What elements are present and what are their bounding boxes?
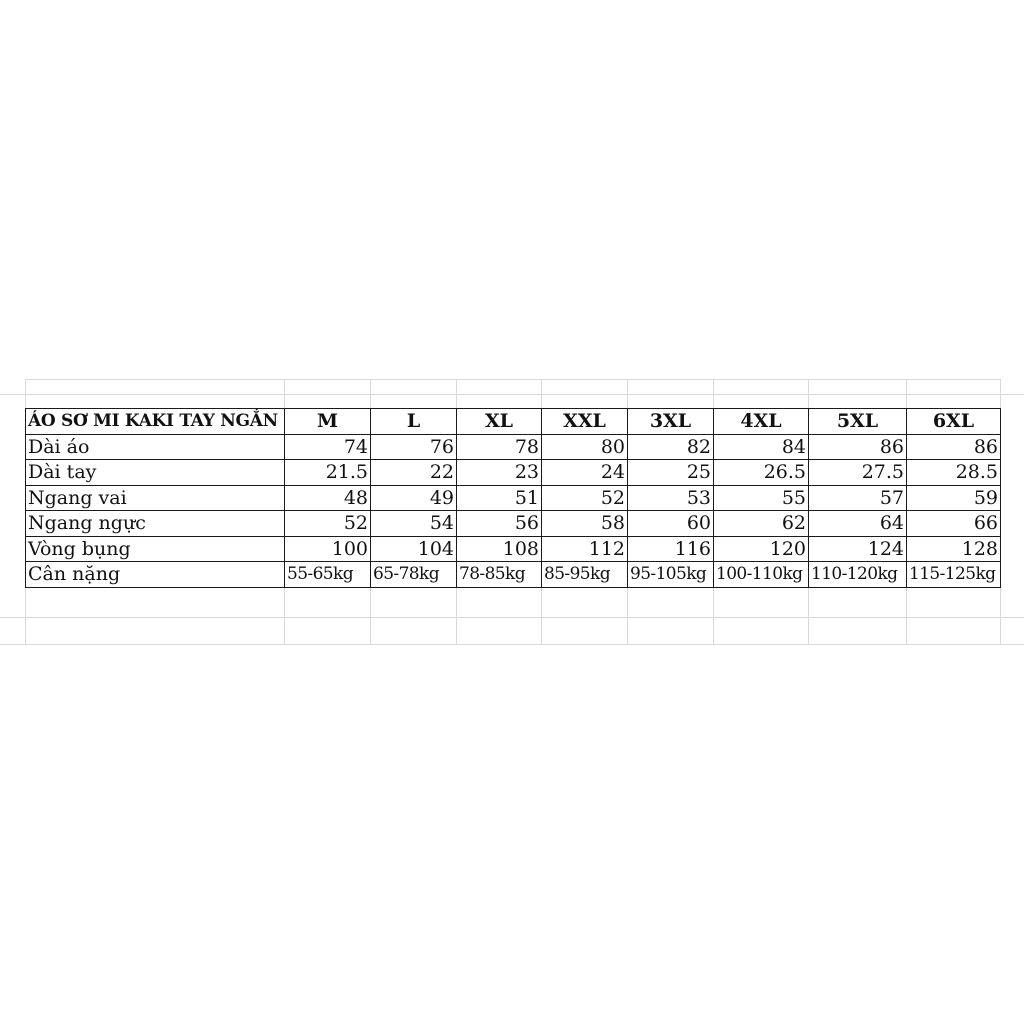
table-cell[interactable]: 84 [714, 434, 809, 460]
table-header-row [26, 409, 1001, 435]
table-cell[interactable]: 100 [285, 536, 371, 562]
table-cell[interactable]: 108 [457, 536, 542, 562]
size-header-m[interactable]: M [285, 409, 371, 435]
size-header-4xl[interactable]: 4XL [714, 409, 809, 435]
table-cell[interactable]: 48 [285, 485, 371, 511]
table-cell[interactable]: 120 [714, 536, 809, 562]
table-cell[interactable]: 55-65kg [285, 562, 371, 588]
table-cell[interactable]: 82 [628, 434, 714, 460]
table-cell[interactable]: 78-85kg [457, 562, 542, 588]
table-cell[interactable]: 58 [542, 511, 628, 537]
size-header-5xl[interactable]: 5XL [809, 409, 907, 435]
table-cell[interactable]: 128 [907, 536, 1001, 562]
table-cell[interactable]: 104 [371, 536, 457, 562]
size-header-6xl[interactable]: 6XL [907, 409, 1001, 435]
table-cell[interactable]: 51 [457, 485, 542, 511]
table-cell[interactable]: 74 [285, 434, 371, 460]
table-cell[interactable]: 86 [907, 434, 1001, 460]
table-cell[interactable]: 57 [809, 485, 907, 511]
table-cell[interactable]: 62 [714, 511, 809, 537]
size-chart-table [25, 408, 1001, 588]
table-cell[interactable]: 116 [628, 536, 714, 562]
table-cell[interactable]: 28.5 [907, 460, 1001, 486]
size-header-xxl[interactable]: XXL [542, 409, 628, 435]
table-cell[interactable]: 55 [714, 485, 809, 511]
table-cell[interactable]: 85-95kg [542, 562, 628, 588]
table-cell[interactable]: 112 [542, 536, 628, 562]
gridline [0, 644, 1024, 645]
row-label[interactable]: Ngang ngực [26, 511, 285, 537]
table-cell[interactable]: 65-78kg [371, 562, 457, 588]
table-cell[interactable]: 95-105kg [628, 562, 714, 588]
table-cell[interactable]: 25 [628, 460, 714, 486]
table-cell[interactable]: 124 [809, 536, 907, 562]
table-cell[interactable]: 56 [457, 511, 542, 537]
gridline [0, 617, 1024, 618]
row-label[interactable]: Vòng bụng [26, 536, 285, 562]
table-cell[interactable]: 26.5 [714, 460, 809, 486]
row-label[interactable]: Dài áo [26, 434, 285, 460]
table-cell[interactable]: 60 [628, 511, 714, 537]
table-title[interactable]: ÁO SƠ MI KAKI TAY NGẮN [26, 409, 285, 435]
table-cell[interactable]: 53 [628, 485, 714, 511]
table-cell[interactable]: 115-125kg [907, 562, 1001, 588]
table-cell[interactable]: 52 [542, 485, 628, 511]
table-row [26, 562, 1001, 588]
size-header-3xl[interactable]: 3XL [628, 409, 714, 435]
row-label[interactable]: Dài tay [26, 460, 285, 486]
table-cell[interactable]: 66 [907, 511, 1001, 537]
table-row [26, 485, 1001, 511]
table-cell[interactable]: 22 [371, 460, 457, 486]
table-cell[interactable]: 110-120kg [809, 562, 907, 588]
table-cell[interactable]: 100-110kg [714, 562, 809, 588]
table-cell[interactable]: 59 [907, 485, 1001, 511]
row-label[interactable]: Ngang vai [26, 485, 285, 511]
table-cell[interactable]: 78 [457, 434, 542, 460]
table-cell[interactable]: 21.5 [285, 460, 371, 486]
table-row [26, 511, 1001, 537]
gridline [0, 394, 1024, 395]
table-cell[interactable]: 76 [371, 434, 457, 460]
table-cell[interactable]: 24 [542, 460, 628, 486]
table-row [26, 434, 1001, 460]
size-header-xl[interactable]: XL [457, 409, 542, 435]
table-cell[interactable]: 86 [809, 434, 907, 460]
size-header-l[interactable]: L [371, 409, 457, 435]
row-label[interactable]: Cân nặng [26, 562, 285, 588]
table-row [26, 460, 1001, 486]
gridline [25, 379, 1000, 380]
table-row [26, 536, 1001, 562]
table-cell[interactable]: 52 [285, 511, 371, 537]
table-cell[interactable]: 49 [371, 485, 457, 511]
table-cell[interactable]: 54 [371, 511, 457, 537]
table-cell[interactable]: 23 [457, 460, 542, 486]
table-cell[interactable]: 80 [542, 434, 628, 460]
table-cell[interactable]: 27.5 [809, 460, 907, 486]
table-cell[interactable]: 64 [809, 511, 907, 537]
